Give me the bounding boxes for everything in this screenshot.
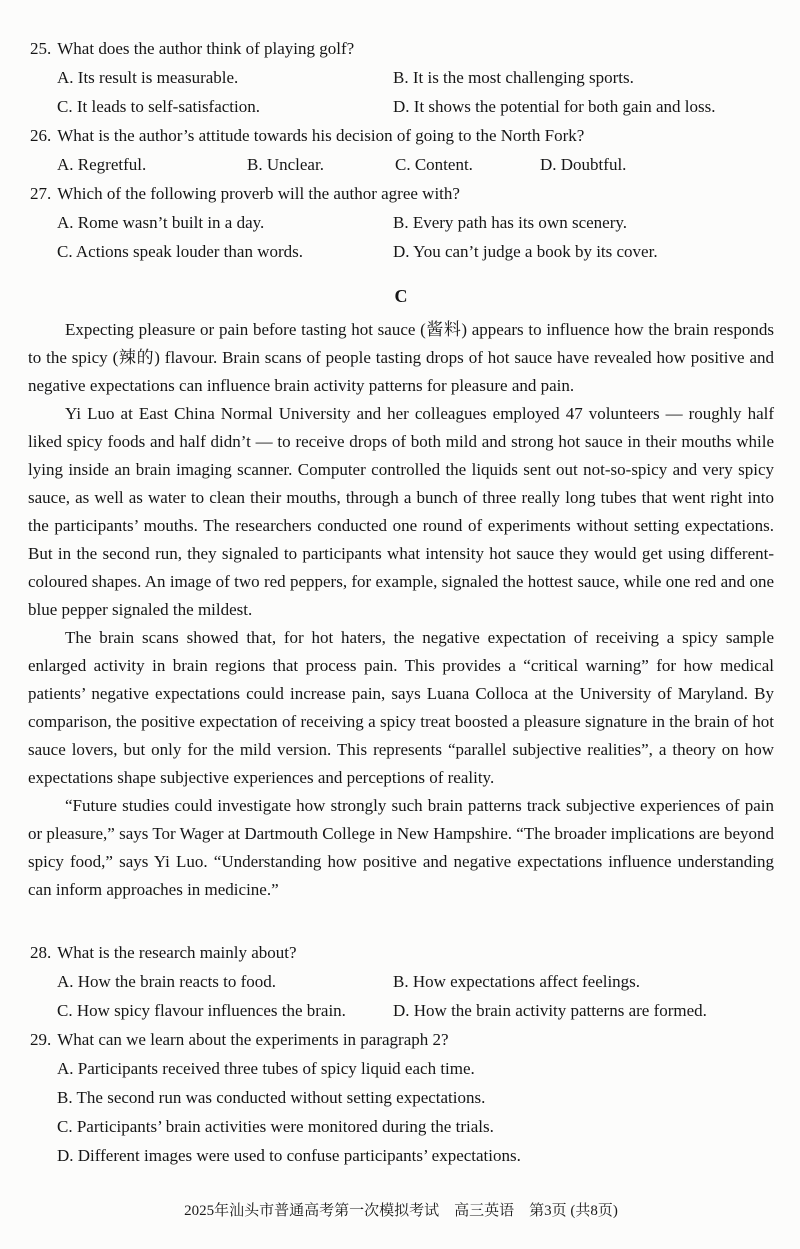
option-a: A. Its result is measurable.: [57, 68, 239, 87]
passage-paragraph-2: Yi Luo at East China Normal University and her colleagues employed 47 volunteers — roughly half liked spicy foods and half didn’t — to receive drops of both mild and strong hot sauce in their mouths while lying inside an brain imaging scanner. Computer controlled the liquids sent out not-so-spicy and very spicy sauce, as well as water to clean their mouths, through a bunch of three really long tubes that went right into the participants’ mouths. The researchers conducted one round of experiments without setting expectations. But in the second run, they signaled to participants what intensity hot sauce they would get using different-coloured shapes. An image of two red peppers, for example, signaled the hottest sauce, while one red and one blue pepper signaled the mildest.: [28, 404, 774, 619]
comprehension-questions: [28, 938, 774, 1170]
option-d: D. It shows the potential for both gain and loss.: [393, 97, 716, 116]
option-row: [57, 63, 774, 92]
question-stem: What can we learn about the experiments in paragraph 2?: [57, 1030, 449, 1049]
question-27-stem-row: [28, 179, 774, 208]
option-row: [57, 92, 774, 121]
question-number: 29.: [30, 1030, 52, 1049]
question-25-options: [28, 63, 774, 121]
option-row: [57, 208, 774, 237]
question-27: [28, 179, 774, 266]
option-c: C. It leads to self-satisfaction.: [57, 97, 261, 116]
option-row: [57, 967, 774, 996]
question-stem: What does the author think of playing golf?: [57, 39, 355, 58]
question-29-stem-row: [28, 1025, 774, 1054]
question-stem: What is the research mainly about?: [57, 943, 297, 962]
question-number: 25.: [30, 39, 52, 58]
question-26: [28, 121, 774, 179]
option-b: B. Unclear.: [247, 155, 324, 174]
passage-paragraph-3: The brain scans showed that, for hot haters, the negative expectation of receiving a spicy sample enlarged activity in brain regions that process pain. This provides a “critical warning” for how medical patients’ negative expectations could increase pain, says Luana Colloca at the University of Maryland. By comparison, the positive expectation of receiving a spicy treat boosted a pleasure signature in the brain of hot sauce lovers, but only for the mild version. This represents “parallel subjective realities”, a theory on how expectations shape subjective experiences and perceptions of reality.: [28, 628, 774, 787]
question-26-stem-row: [28, 121, 774, 150]
page-footer: 2025年汕头市普通高考第一次模拟考试 高三英语 第3页 (共8页): [184, 1203, 618, 1219]
option-d: D. Different images were used to confuse participants’ expectations.: [57, 1146, 521, 1165]
question-stem: What is the author’s attitude towards his decision of going to the North Fork?: [57, 126, 585, 145]
question-28-options: [28, 967, 774, 1025]
option-a: A. Participants received three tubes of spicy liquid each time.: [57, 1059, 475, 1078]
question-number: 26.: [30, 126, 52, 145]
question-29-options: [28, 1054, 774, 1170]
question-28-stem-row: [28, 938, 774, 967]
question-25: [28, 34, 774, 121]
option-a: A. Rome wasn’t built in a day.: [57, 213, 265, 232]
question-29: [28, 1025, 774, 1170]
passage-paragraph-1: Expecting pleasure or pain before tasting hot sauce (酱料) appears to influence how the brain responds to the spicy (辣的) flavour. Brain scans of people tasting drops of hot sauce have revealed how positive and negative expectations can influence brain activity patterns for pleasure and pain.: [28, 320, 774, 395]
question-25-stem-row: [28, 34, 774, 63]
option-b: B. How expectations affect feelings.: [393, 972, 641, 991]
option-a: A. How the brain reacts to food.: [57, 972, 277, 991]
option-b: B. It is the most challenging sports.: [393, 68, 634, 87]
option-d: D. You can’t judge a book by its cover.: [393, 242, 658, 261]
option-d: D. How the brain activity patterns are formed.: [393, 1001, 707, 1020]
option-b: B. Every path has its own scenery.: [393, 213, 628, 232]
option-c: C. Actions speak louder than words.: [57, 242, 303, 261]
question-27-options: [28, 208, 774, 266]
passage-section-label: C: [394, 286, 408, 306]
option-c: C. Participants’ brain activities were monitored during the trials.: [57, 1117, 494, 1136]
option-row: [57, 996, 774, 1025]
question-28: [28, 938, 774, 1025]
option-c: C. How spicy flavour influences the brain.: [57, 1001, 346, 1020]
reading-passage: [28, 316, 774, 904]
question-26-options: [28, 150, 774, 179]
option-c: C. Content.: [395, 155, 473, 174]
question-number: 28.: [30, 943, 52, 962]
question-number: 27.: [30, 184, 52, 203]
option-d: D. Doubtful.: [540, 155, 627, 174]
option-row: [57, 237, 774, 266]
option-b: B. The second run was conducted without setting expectations.: [57, 1088, 486, 1107]
question-stem: Which of the following proverb will the author agree with?: [57, 184, 460, 203]
passage-paragraph-4: “Future studies could investigate how strongly such brain patterns track subjective experiences of pain or pleasure,” says Tor Wager at Dartmouth College in New Hampshire. “The broader implications are beyond spicy food,” says Yi Luo. “Understanding how positive and negative expectations influence understanding can inform approaches in medicine.”: [28, 796, 774, 899]
option-a: A. Regretful.: [57, 155, 147, 174]
option-row: [57, 150, 774, 179]
